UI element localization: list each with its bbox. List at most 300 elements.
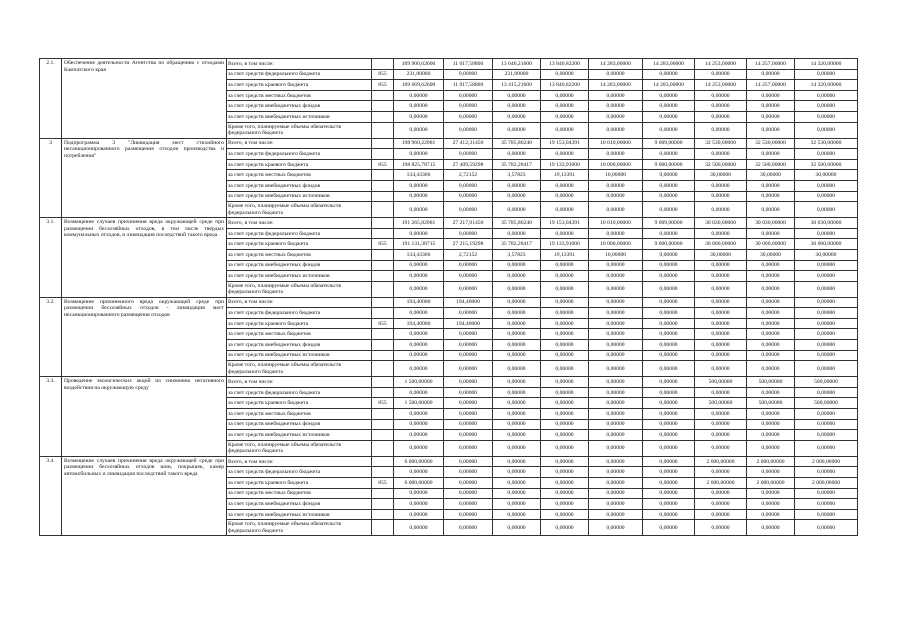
- amount-cell: 0,00000: [643, 329, 695, 340]
- amount-cell: 0,00000: [747, 340, 795, 351]
- funding-source-label: за счет средств краевого бюджета: [227, 80, 372, 91]
- amount-cell: 0,00000: [541, 297, 589, 308]
- amount-cell: 0,00000: [444, 271, 493, 282]
- section-title: Обеспечение деятельности Агентства по обращению с отходами Камчатского края: [62, 59, 227, 139]
- amount-cell: 0,00000: [493, 90, 541, 101]
- amount-cell: 0,00000: [493, 509, 541, 520]
- amount-cell: 0,00000: [747, 101, 795, 112]
- section-number: 3.3.: [40, 377, 62, 457]
- amount-cell: 194,40000: [394, 318, 444, 329]
- amount-cell: 0,00000: [444, 377, 493, 388]
- table-body: [40, 59, 858, 536]
- amount-cell: 0,00000: [541, 430, 589, 441]
- amount-cell: 500,00000: [795, 398, 858, 409]
- amount-cell: 0,00000: [493, 149, 541, 160]
- section-title: Проведение экологических акций по снижению негативного воздействия на окружающую среду: [62, 377, 227, 457]
- amount-cell: 0,00000: [795, 101, 858, 112]
- amount-cell: 0,00000: [747, 90, 795, 101]
- amount-cell: 0,00000: [589, 488, 643, 499]
- amount-cell: 10,00000: [589, 249, 643, 260]
- amount-cell: 0,00000: [695, 180, 747, 191]
- amount-cell: 0,00000: [747, 318, 795, 329]
- funding-source-label: за счет средств местных бюджетов: [227, 249, 372, 260]
- funding-source-label: за счет средств краевого бюджета: [227, 239, 372, 250]
- amount-cell: 0,00000: [394, 191, 444, 202]
- amount-cell: 0,00000: [493, 281, 541, 297]
- funding-source-label: за счет средств местных бюджетов: [227, 329, 372, 340]
- amount-cell: 2 000,00000: [795, 478, 858, 489]
- amount-cell: 0,00000: [747, 180, 795, 191]
- amount-cell: 9 009,00000: [643, 218, 695, 229]
- amount-cell: 0,00000: [444, 90, 493, 101]
- amount-cell: 35 782,28417: [493, 239, 541, 250]
- amount-cell: 194,40000: [444, 297, 493, 308]
- amount-cell: 10,00000: [589, 170, 643, 181]
- amount-cell: 0,00000: [643, 122, 695, 138]
- funding-source-label: Кроме того, планируемые объемы обязательств федерального бюджета: [227, 440, 372, 456]
- amount-cell: 0,00000: [444, 467, 493, 478]
- budget-code: [372, 430, 394, 441]
- amount-cell: 0,00000: [493, 488, 541, 499]
- amount-cell: 0,00000: [589, 340, 643, 351]
- amount-cell: 0,00000: [589, 387, 643, 398]
- amount-cell: 0,00000: [541, 228, 589, 239]
- amount-cell: 10 000,00000: [589, 159, 643, 170]
- amount-cell: 0,00000: [444, 281, 493, 297]
- amount-cell: 27 409,59298: [444, 159, 493, 170]
- amount-cell: 0,00000: [795, 361, 858, 377]
- amount-cell: 14 320,00000: [795, 80, 858, 91]
- amount-cell: 0,00000: [541, 377, 589, 388]
- amount-cell: 0,00000: [493, 297, 541, 308]
- funding-source-label: за счет средств местных бюджетов: [227, 170, 372, 181]
- amount-cell: 0,00000: [643, 228, 695, 239]
- amount-cell: 0,00000: [643, 318, 695, 329]
- amount-cell: 0,00000: [643, 308, 695, 319]
- amount-cell: 0,00000: [589, 90, 643, 101]
- amount-cell: 0,00000: [444, 191, 493, 202]
- budget-code: [372, 329, 394, 340]
- amount-cell: 0,00000: [747, 281, 795, 297]
- budget-code: [372, 488, 394, 499]
- amount-cell: 30 030,00000: [695, 218, 747, 229]
- amount-cell: 500,00000: [747, 398, 795, 409]
- amount-cell: 0,00000: [589, 478, 643, 489]
- budget-code: 855: [372, 159, 394, 170]
- amount-cell: 0,00000: [747, 271, 795, 282]
- amount-cell: 14 283,00000: [643, 59, 695, 70]
- amount-cell: 0,00000: [394, 180, 444, 191]
- amount-cell: 0,00000: [695, 409, 747, 420]
- amount-cell: 0,00000: [541, 350, 589, 361]
- amount-cell: 1 500,00000: [394, 398, 444, 409]
- amount-cell: 0,00000: [541, 69, 589, 80]
- amount-cell: 0,00000: [795, 499, 858, 510]
- amount-cell: 134,43366: [394, 170, 444, 181]
- amount-cell: 0,00000: [795, 430, 858, 441]
- amount-cell: 0,00000: [795, 329, 858, 340]
- amount-cell: 0,00000: [541, 111, 589, 122]
- amount-cell: 0,00000: [747, 440, 795, 456]
- amount-cell: 3,57823: [493, 249, 541, 260]
- amount-cell: 30,00000: [747, 249, 795, 260]
- budget-code: [372, 308, 394, 319]
- amount-cell: 194,40000: [394, 297, 444, 308]
- amount-cell: 0,00000: [795, 440, 858, 456]
- amount-cell: 0,00000: [444, 520, 493, 536]
- budget-code: [372, 350, 394, 361]
- budget-code: [372, 440, 394, 456]
- amount-cell: 11 017,58800: [444, 80, 493, 91]
- funding-source-label: за счет средств внебюджетных источников: [227, 111, 372, 122]
- amount-cell: 0,00000: [795, 111, 858, 122]
- amount-cell: 0,00000: [394, 271, 444, 282]
- amount-cell: 0,00000: [541, 340, 589, 351]
- budget-code: 855: [372, 239, 394, 250]
- amount-cell: 0,00000: [747, 409, 795, 420]
- amount-cell: 0,00000: [444, 122, 493, 138]
- amount-cell: 0,00000: [394, 350, 444, 361]
- amount-cell: 0,00000: [643, 111, 695, 122]
- amount-cell: 0,00000: [589, 440, 643, 456]
- amount-cell: 0,00000: [444, 478, 493, 489]
- amount-cell: 10 010,00000: [589, 138, 643, 149]
- amount-cell: 0,00000: [695, 297, 747, 308]
- amount-cell: 0,00000: [493, 387, 541, 398]
- budget-code: [372, 419, 394, 430]
- amount-cell: 0,00000: [541, 478, 589, 489]
- funding-source-label: за счет средств внебюджетных фондов: [227, 419, 372, 430]
- amount-cell: 0,00000: [747, 499, 795, 510]
- budget-code: [372, 361, 394, 377]
- amount-cell: 0,00000: [747, 419, 795, 430]
- amount-cell: 0,00000: [795, 419, 858, 430]
- amount-cell: 32 530,00000: [695, 138, 747, 149]
- amount-cell: 2 000,00000: [695, 456, 747, 467]
- amount-cell: 0,00000: [747, 111, 795, 122]
- amount-cell: 0,00000: [394, 308, 444, 319]
- budget-code: [372, 297, 394, 308]
- budget-code: [372, 456, 394, 467]
- amount-cell: 32 500,00000: [695, 159, 747, 170]
- amount-cell: 27 217,91450: [444, 218, 493, 229]
- amount-cell: 0,00000: [589, 520, 643, 536]
- amount-cell: 14 253,00000: [695, 59, 747, 70]
- amount-cell: 0,00000: [394, 499, 444, 510]
- amount-cell: 0,00000: [643, 419, 695, 430]
- funding-source-label: за счет средств внебюджетных источников: [227, 509, 372, 520]
- funding-source-label: Кроме того, планируемые объемы обязательств федерального бюджета: [227, 122, 372, 138]
- amount-cell: 0,00000: [643, 509, 695, 520]
- amount-cell: 0,00000: [643, 350, 695, 361]
- budget-code: [372, 509, 394, 520]
- amount-cell: 0,00000: [589, 509, 643, 520]
- funding-source-label: за счет средств местных бюджетов: [227, 409, 372, 420]
- amount-cell: 0,00000: [795, 180, 858, 191]
- amount-cell: 0,00000: [541, 329, 589, 340]
- amount-cell: 0,00000: [493, 467, 541, 478]
- funding-source-label: за счет средств краевого бюджета: [227, 398, 372, 409]
- amount-cell: 0,00000: [444, 456, 493, 467]
- amount-cell: 0,00000: [695, 90, 747, 101]
- amount-cell: 0,00000: [643, 149, 695, 160]
- amount-cell: 0,00000: [394, 101, 444, 112]
- budget-code: 855: [372, 478, 394, 489]
- amount-cell: 14 283,00000: [589, 59, 643, 70]
- amount-cell: 0,00000: [444, 69, 493, 80]
- amount-cell: 30 030,00000: [795, 218, 858, 229]
- amount-cell: 0,00000: [747, 228, 795, 239]
- amount-cell: 13 840,82200: [541, 80, 589, 91]
- amount-cell: 0,00000: [444, 149, 493, 160]
- amount-cell: 0,00000: [493, 260, 541, 271]
- amount-cell: 0,00000: [695, 430, 747, 441]
- amount-cell: 0,00000: [795, 308, 858, 319]
- amount-cell: 0,00000: [541, 398, 589, 409]
- amount-cell: 0,00000: [541, 271, 589, 282]
- amount-cell: 0,00000: [643, 260, 695, 271]
- amount-cell: 32 500,00000: [747, 159, 795, 170]
- amount-cell: 14 257,00000: [747, 59, 795, 70]
- amount-cell: 0,00000: [444, 419, 493, 430]
- amount-cell: 0,00000: [444, 228, 493, 239]
- amount-cell: 14 320,00000: [795, 59, 858, 70]
- amount-cell: 134,43366: [394, 249, 444, 260]
- amount-cell: 10 000,00000: [589, 239, 643, 250]
- amount-cell: 0,00000: [589, 318, 643, 329]
- amount-cell: 0,00000: [589, 398, 643, 409]
- amount-cell: 0,00000: [394, 111, 444, 122]
- amount-cell: 0,00000: [541, 260, 589, 271]
- amount-cell: 0,00000: [695, 509, 747, 520]
- amount-cell: 13 840,82200: [541, 59, 589, 70]
- table-row: [40, 377, 858, 388]
- funding-source-label: за счет средств краевого бюджета: [227, 159, 372, 170]
- funding-source-label: за счет средств краевого бюджета: [227, 478, 372, 489]
- amount-cell: 0,00000: [589, 361, 643, 377]
- amount-cell: 0,00000: [643, 409, 695, 420]
- amount-cell: 0,00000: [394, 419, 444, 430]
- amount-cell: 0,00000: [747, 122, 795, 138]
- amount-cell: 0,00000: [541, 308, 589, 319]
- budget-code: 855: [372, 398, 394, 409]
- budget-code: [372, 249, 394, 260]
- funding-source-label: Всего, в том числе:: [227, 456, 372, 467]
- amount-cell: 500,00000: [695, 398, 747, 409]
- amount-cell: 0,00000: [589, 377, 643, 388]
- budget-code: [372, 467, 394, 478]
- budget-code: [372, 111, 394, 122]
- amount-cell: 0,00000: [747, 509, 795, 520]
- amount-cell: 0,00000: [795, 69, 858, 80]
- budget-code: 855: [372, 69, 394, 80]
- amount-cell: 0,00000: [747, 329, 795, 340]
- amount-cell: 35 785,86240: [493, 218, 541, 229]
- amount-cell: 0,00000: [695, 149, 747, 160]
- section-number: 2.1.: [40, 59, 62, 139]
- amount-cell: 0,00000: [493, 340, 541, 351]
- amount-cell: 0,00000: [589, 409, 643, 420]
- amount-cell: 0,00000: [493, 377, 541, 388]
- funding-source-label: Всего, в том числе:: [227, 377, 372, 388]
- amount-cell: 32 500,00000: [795, 159, 858, 170]
- budget-code: [372, 271, 394, 282]
- amount-cell: 0,00000: [541, 499, 589, 510]
- amount-cell: 0,00000: [695, 488, 747, 499]
- amount-cell: 0,00000: [589, 180, 643, 191]
- amount-cell: 0,00000: [493, 191, 541, 202]
- amount-cell: 0,00000: [695, 361, 747, 377]
- amount-cell: 0,00000: [747, 149, 795, 160]
- amount-cell: 0,00000: [747, 308, 795, 319]
- funding-source-label: за счет средств внебюджетных фондов: [227, 340, 372, 351]
- amount-cell: 109 669,62600: [394, 80, 444, 91]
- amount-cell: 6 000,00000: [394, 478, 444, 489]
- amount-cell: 0,00000: [394, 90, 444, 101]
- amount-cell: 0,00000: [541, 361, 589, 377]
- amount-cell: 0,00000: [747, 430, 795, 441]
- funding-source-label: за счет средств краевого бюджета: [227, 318, 372, 329]
- funding-source-label: за счет средств внебюджетных фондов: [227, 499, 372, 510]
- amount-cell: 0,00000: [695, 191, 747, 202]
- amount-cell: 0,00000: [695, 340, 747, 351]
- amount-cell: 0,00000: [541, 318, 589, 329]
- amount-cell: 2,72152: [444, 170, 493, 181]
- amount-cell: 9,00000: [643, 249, 695, 260]
- amount-cell: 35 782,28417: [493, 159, 541, 170]
- amount-cell: 30,00000: [795, 249, 858, 260]
- amount-cell: 231,00000: [493, 69, 541, 80]
- budget-code: [372, 228, 394, 239]
- funding-source-label: за счет средств местных бюджетов: [227, 90, 372, 101]
- amount-cell: 0,00000: [493, 398, 541, 409]
- amount-cell: 0,00000: [493, 350, 541, 361]
- amount-cell: 0,00000: [795, 191, 858, 202]
- funding-source-label: Всего, в том числе:: [227, 218, 372, 229]
- funding-source-label: за счет средств федерального бюджета: [227, 467, 372, 478]
- amount-cell: 0,00000: [493, 101, 541, 112]
- budget-code: [372, 90, 394, 101]
- amount-cell: 0,00000: [394, 409, 444, 420]
- amount-cell: 0,00000: [695, 122, 747, 138]
- budget-code: 855: [372, 80, 394, 91]
- amount-cell: 0,00000: [444, 488, 493, 499]
- amount-cell: 0,00000: [493, 308, 541, 319]
- budget-code: [372, 59, 394, 70]
- amount-cell: 0,00000: [747, 191, 795, 202]
- budget-code: [372, 499, 394, 510]
- amount-cell: 0,00000: [643, 488, 695, 499]
- amount-cell: 19,13391: [541, 170, 589, 181]
- amount-cell: 0,00000: [444, 509, 493, 520]
- funding-source-label: за счет средств федерального бюджета: [227, 69, 372, 80]
- amount-cell: 2 000,00000: [695, 478, 747, 489]
- amount-cell: 0,00000: [695, 69, 747, 80]
- amount-cell: 0,00000: [795, 281, 858, 297]
- amount-cell: 0,00000: [695, 387, 747, 398]
- budget-code: [372, 520, 394, 536]
- amount-cell: 0,00000: [589, 281, 643, 297]
- budget-code: [372, 260, 394, 271]
- amount-cell: 0,00000: [394, 260, 444, 271]
- amount-cell: 0,00000: [493, 180, 541, 191]
- funding-source-label: за счет средств местных бюджетов: [227, 488, 372, 499]
- amount-cell: 0,00000: [444, 329, 493, 340]
- funding-source-label: Всего, в том числе:: [227, 297, 372, 308]
- amount-cell: 0,00000: [444, 101, 493, 112]
- amount-cell: 0,00000: [541, 488, 589, 499]
- amount-cell: 30,00000: [747, 170, 795, 181]
- amount-cell: 0,00000: [589, 69, 643, 80]
- amount-cell: 0,00000: [695, 329, 747, 340]
- amount-cell: 0,00000: [541, 419, 589, 430]
- amount-cell: 35 785,86240: [493, 138, 541, 149]
- funding-source-label: Кроме того, планируемые объемы обязательств федерального бюджета: [227, 202, 372, 218]
- amount-cell: 0,00000: [444, 340, 493, 351]
- amount-cell: 9,00000: [643, 170, 695, 181]
- amount-cell: 0,00000: [695, 281, 747, 297]
- amount-cell: 0,00000: [695, 318, 747, 329]
- amount-cell: 0,00000: [643, 440, 695, 456]
- amount-cell: 0,00000: [795, 387, 858, 398]
- amount-cell: 0,00000: [444, 409, 493, 420]
- amount-cell: 0,00000: [747, 260, 795, 271]
- section-number: 3.1.: [40, 218, 62, 298]
- amount-cell: 0,00000: [695, 467, 747, 478]
- amount-cell: 0,00000: [643, 430, 695, 441]
- table-row: [40, 297, 858, 308]
- amount-cell: 1 500,00000: [394, 377, 444, 388]
- amount-cell: 0,00000: [394, 430, 444, 441]
- amount-cell: 0,00000: [589, 122, 643, 138]
- amount-cell: 0,00000: [695, 440, 747, 456]
- amount-cell: 9 000,00000: [643, 159, 695, 170]
- amount-cell: 0,00000: [589, 149, 643, 160]
- amount-cell: 0,00000: [747, 361, 795, 377]
- amount-cell: 0,00000: [695, 271, 747, 282]
- amount-cell: 30,00000: [695, 249, 747, 260]
- amount-cell: 0,00000: [541, 202, 589, 218]
- amount-cell: 0,00000: [493, 271, 541, 282]
- section-number: 3.4.: [40, 456, 62, 536]
- funding-source-label: за счет средств федерального бюджета: [227, 308, 372, 319]
- amount-cell: 0,00000: [795, 202, 858, 218]
- amount-cell: 0,00000: [795, 271, 858, 282]
- amount-cell: 0,00000: [493, 419, 541, 430]
- section-title: Возмещение причиненного вреда окружающей среде при размещении бесхозяйных отходов - ликвидация мест несанкционированного размещения отходов: [62, 297, 227, 377]
- amount-cell: 0,00000: [747, 297, 795, 308]
- section-title: Возмещение случаев причинения вреда окружающей среде при размещении бесхозяйных отходов, в том числе твердых коммунальных отходов, и ликвидация последствий такого вреда: [62, 218, 227, 298]
- amount-cell: 0,00000: [589, 191, 643, 202]
- amount-cell: 0,00000: [493, 111, 541, 122]
- amount-cell: 0,00000: [643, 101, 695, 112]
- amount-cell: 0,00000: [643, 271, 695, 282]
- funding-source-label: Всего, в том числе:: [227, 59, 372, 70]
- amount-cell: 0,00000: [541, 520, 589, 536]
- funding-source-label: за счет средств внебюджетных источников: [227, 271, 372, 282]
- budget-code: 855: [372, 318, 394, 329]
- amount-cell: 0,00000: [394, 520, 444, 536]
- amount-cell: 0,00000: [394, 509, 444, 520]
- amount-cell: 0,00000: [695, 101, 747, 112]
- amount-cell: 109 900,62600: [394, 59, 444, 70]
- amount-cell: 0,00000: [444, 387, 493, 398]
- amount-cell: 0,00000: [589, 467, 643, 478]
- amount-cell: 0,00000: [643, 297, 695, 308]
- budget-code: [372, 218, 394, 229]
- amount-cell: 0,00000: [747, 350, 795, 361]
- amount-cell: 0,00000: [795, 409, 858, 420]
